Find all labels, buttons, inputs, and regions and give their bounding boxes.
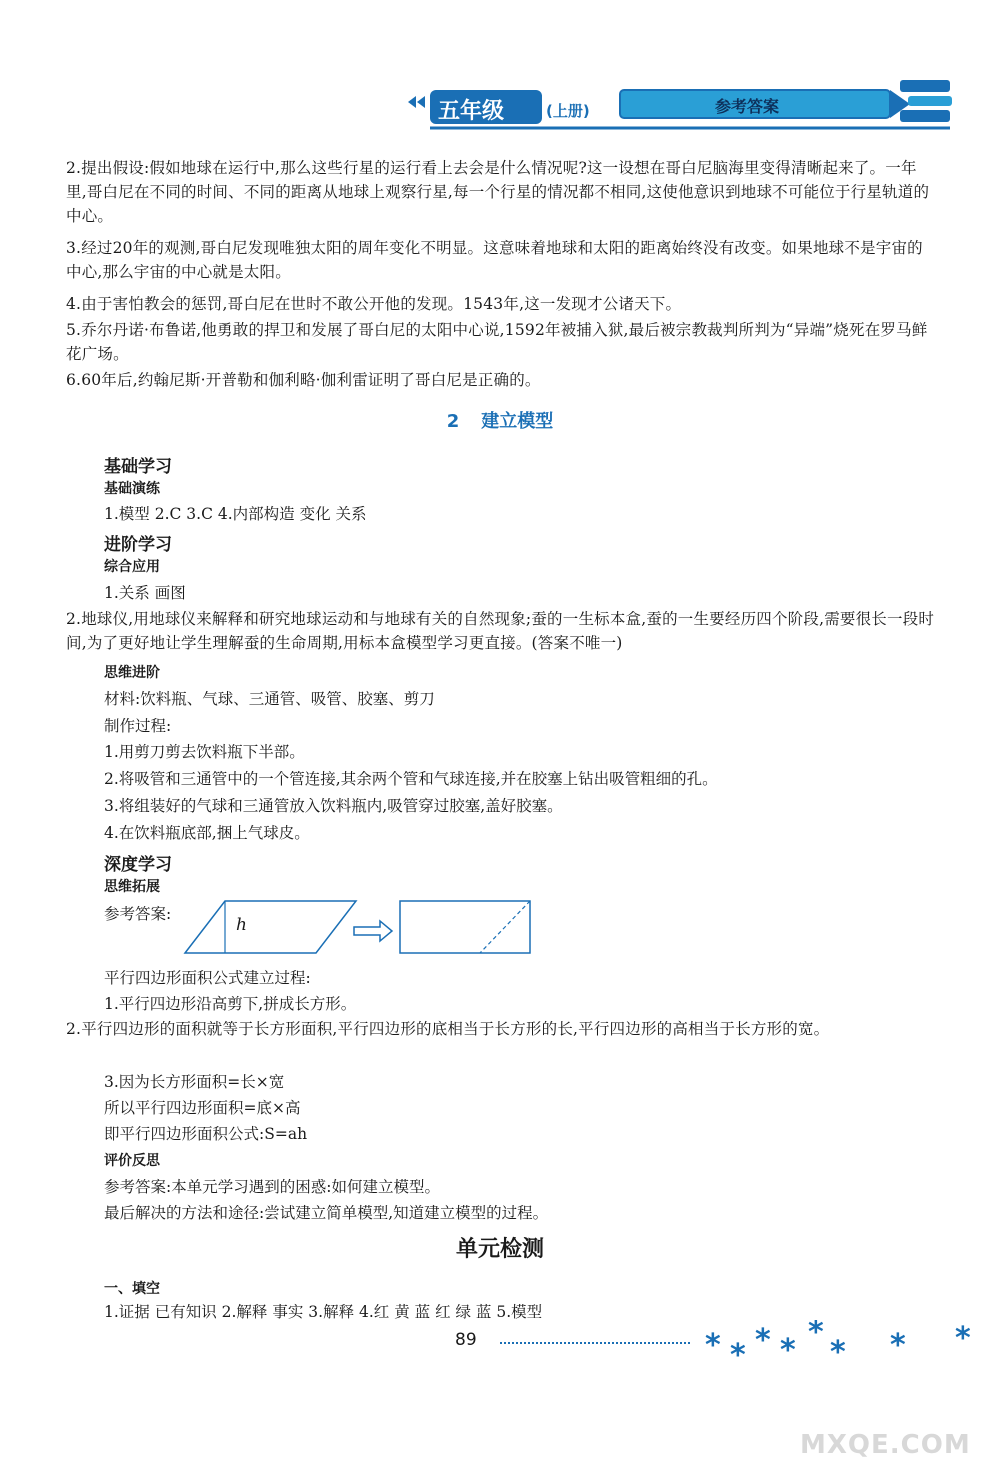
watermark: MXQE.COM <box>800 1430 971 1460</box>
svg-text:*: * <box>808 1320 824 1350</box>
deep-heading: 深度学习 <box>104 855 172 875</box>
advanced-heading: 进阶学习 <box>104 535 172 555</box>
step-4: 4.在饮料瓶底部,捆上气球皮。 <box>104 824 310 842</box>
svg-text:*: * <box>780 1333 796 1368</box>
grade-label: 五年级 <box>438 99 505 124</box>
rectangle-shape <box>400 901 530 953</box>
paragraph-5: 5.乔尔丹诺·布鲁诺,他勇敢的捍卫和发展了哥白尼的太阳中心说,1592年被捕入狱,最后被宗教裁判所判为“异端”烧死在罗马鲜花广场。 <box>66 321 928 363</box>
page-number: 89 <box>455 1330 477 1350</box>
deep-subheading: 思维拓展 <box>104 879 160 895</box>
paragraph-4: 4.由于害怕教会的惩罚,哥白尼在世时不敢公开他的发现。1543年,这一发现才公诸天下。 <box>66 295 682 313</box>
advanced-subheading-1: 综合应用 <box>104 559 160 575</box>
step-3: 3.将组装好的气球和三通管放入饮料瓶内,吸管穿过胶塞,盖好胶塞。 <box>104 797 563 815</box>
formula-final: 即平行四边形面积公式:S=ah <box>104 1125 308 1143</box>
materials: 材料:饮料瓶、气球、三通管、吸管、胶塞、剪刀 <box>104 690 435 708</box>
paragraph-3: 3.经过20年的观测,哥白尼发现唯独太阳的周年变化不明显。这意味着地球和太阳的距离始终没有改变。如果地球不是宇宙的中心,那么宇宙的中心就是太阳。 <box>66 239 923 281</box>
advanced-answer-2: 2.地球仪,用地球仪来解释和研究地球运动和与地球有关的自然现象;蚕的一生标本盒,蚕的一生要经历四个阶段,需要很长一段时间,为了更好地让学生理解蚕的生命周期,用标本盒模型学习更直接。(答案不唯一) <box>66 610 935 652</box>
parallelogram-to-rectangle-diagram <box>180 895 540 965</box>
reflection-subheading: 评价反思 <box>104 1153 160 1169</box>
footer-dotted-line <box>500 1342 690 1344</box>
step-1: 1.用剪刀剪去饮料瓶下半部。 <box>104 743 305 761</box>
reflection-answer-2: 最后解决的方法和途径:尝试建立简单模型,知道建立模型的过程。 <box>104 1204 549 1222</box>
formula-step-3: 3.因为长方形面积=长×宽 <box>104 1073 285 1091</box>
section-title-text: 建立模型 <box>481 411 554 432</box>
cut-line <box>480 901 530 953</box>
formula-step-2: 2.平行四边形的面积就等于长方形面积,平行四边形的底相当于长方形的长,平行四边形的高相当于长方形的宽。 <box>66 1020 830 1038</box>
unit-test-part: 一、填空 <box>104 1281 160 1297</box>
unit-test-title: 单元检测 <box>455 1237 544 1262</box>
section-label: 参考答案 <box>715 97 780 116</box>
formula-step-4: 所以平行四边形面积=底×高 <box>104 1099 301 1117</box>
svg-text:*: * <box>830 1335 846 1370</box>
parallelogram-shape <box>185 901 356 953</box>
volume-label: (上册) <box>546 102 590 120</box>
basic-subheading: 基础演练 <box>104 481 160 497</box>
reflection-answer-1: 参考答案:本单元学习遇到的困惑:如何建立模型。 <box>104 1178 440 1196</box>
advanced-answer-1: 1.关系 画图 <box>104 584 186 602</box>
section-title <box>0 407 1000 433</box>
svg-text:*: * <box>755 1323 771 1358</box>
formula-step-1: 1.平行四边形沿高剪下,拼成长方形。 <box>104 995 357 1013</box>
process-label: 制作过程: <box>104 717 172 735</box>
basic-answer: 1.模型 2.C 3.C 4.内部构造 变化 关系 <box>104 505 367 523</box>
height-label: h <box>236 915 247 935</box>
unit-test-answer: 1.证据 已有知识 2.解释 事实 3.解释 4.红 黄 蓝 红 绿 蓝 5.模型 <box>104 1303 543 1321</box>
footer-stars-decoration <box>700 1320 990 1380</box>
advanced-subheading-2: 思维进阶 <box>104 665 160 681</box>
formula-intro: 平行四边形面积公式建立过程: <box>104 969 311 987</box>
paragraph-6: 6.60年后,约翰尼斯·开普勒和伽利略·伽利雷证明了哥白尼是正确的。 <box>66 371 541 389</box>
arrow-icon <box>354 921 392 941</box>
reference-answer-label: 参考答案: <box>104 905 172 923</box>
svg-text:*: * <box>890 1328 906 1363</box>
basic-heading: 基础学习 <box>104 457 172 477</box>
page-header <box>400 80 960 140</box>
svg-text:*: * <box>730 1338 746 1373</box>
svg-text:*: * <box>955 1321 971 1356</box>
paragraph-2: 2.提出假设:假如地球在运行中,那么这些行星的运行看上去会是什么情况呢?这一设想在哥白尼脑海里变得清晰起来了。一年里,哥白尼在不同的时间、不同的距离从地球上观察行星,每一个行星的情况都不相同,这使他意识到地球不可能位于行星轨道的中心。 <box>66 159 930 225</box>
step-2: 2.将吸管和三通管中的一个管连接,其余两个管和气球连接,并在胶塞上钻出吸管粗细的孔。 <box>104 770 718 788</box>
svg-text:*: * <box>705 1328 721 1363</box>
section-number: 2 <box>446 411 460 432</box>
